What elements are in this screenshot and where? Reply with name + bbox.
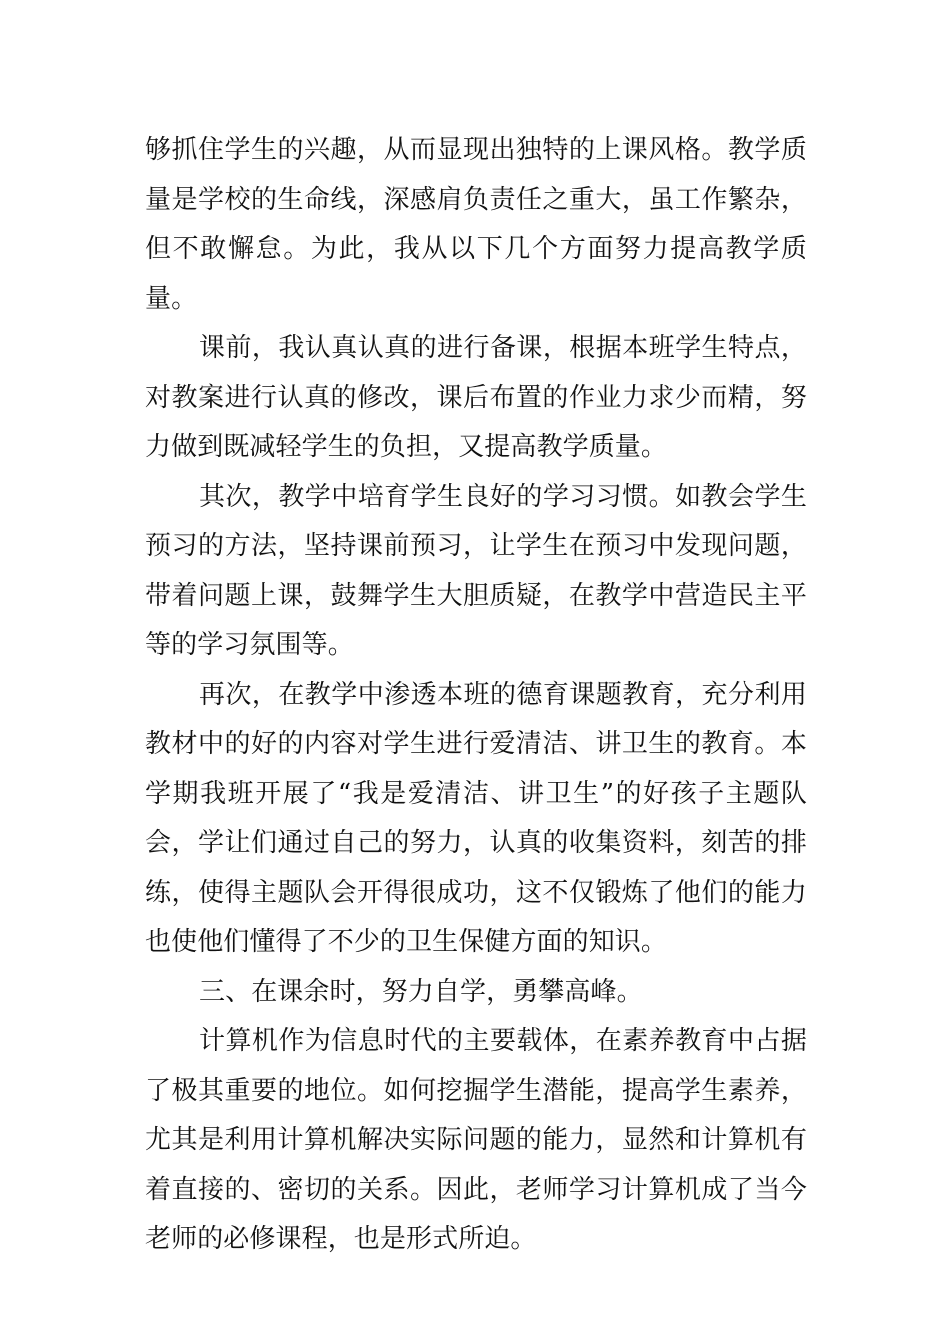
paragraph-moral-education: 再次，在教学中渗透本班的德育课题教育，充分利用教材中的好的内容对学生进行爱清洁、讲卫生的教育。本学期我班开展了“我是爱清洁、讲卫生”的好孩子主题队会，学让们通过自己的努力，认真的收集资料，刻苦的排练，使得主题队会开得很成功，这不仅锻炼了他们的能力也使他们懂得了不少的卫生保健方面的知识。 [145,679,807,957]
document-body [145,126,807,1265]
paragraph-continuation: 够抓住学生的兴趣，从而显现出独特的上课风格。教学质量是学校的生命线，深感肩负责任之重大，虽工作繁杂，但不敢懈怠。为此，我从以下几个方面努力提高教学质量。 [145,135,807,314]
paragraph-study-habits: 其次，教学中培育学生良好的学习习惯。如教会学生预习的方法，坚持课前预习，让学生在预习中发现问题，带着问题上课，鼓舞学生大胆质疑，在教学中营造民主平等的学习氛围等。 [145,481,807,660]
paragraph-lesson-prep: 课前，我认真认真的进行备课，根据本班学生特点，对教案进行认真的修改，课后布置的作业力求少而精，努力做到既减轻学生的负担，又提高教学质量。 [145,333,807,462]
section-heading-self-study: 三、在课余时，努力自学，勇攀高峰。 [199,976,643,1007]
paragraph-computer-learning: 计算机作为信息时代的主要载体，在素养教育中占据了极其重要的地位。如何挖掘学生潜能，提高学生素养，尤其是利用计算机解决实际问题的能力，显然和计算机有着直接的、密切的关系。因此，老师学习计算机成了当今老师的必修课程，也是形式所迫。 [145,1026,807,1254]
